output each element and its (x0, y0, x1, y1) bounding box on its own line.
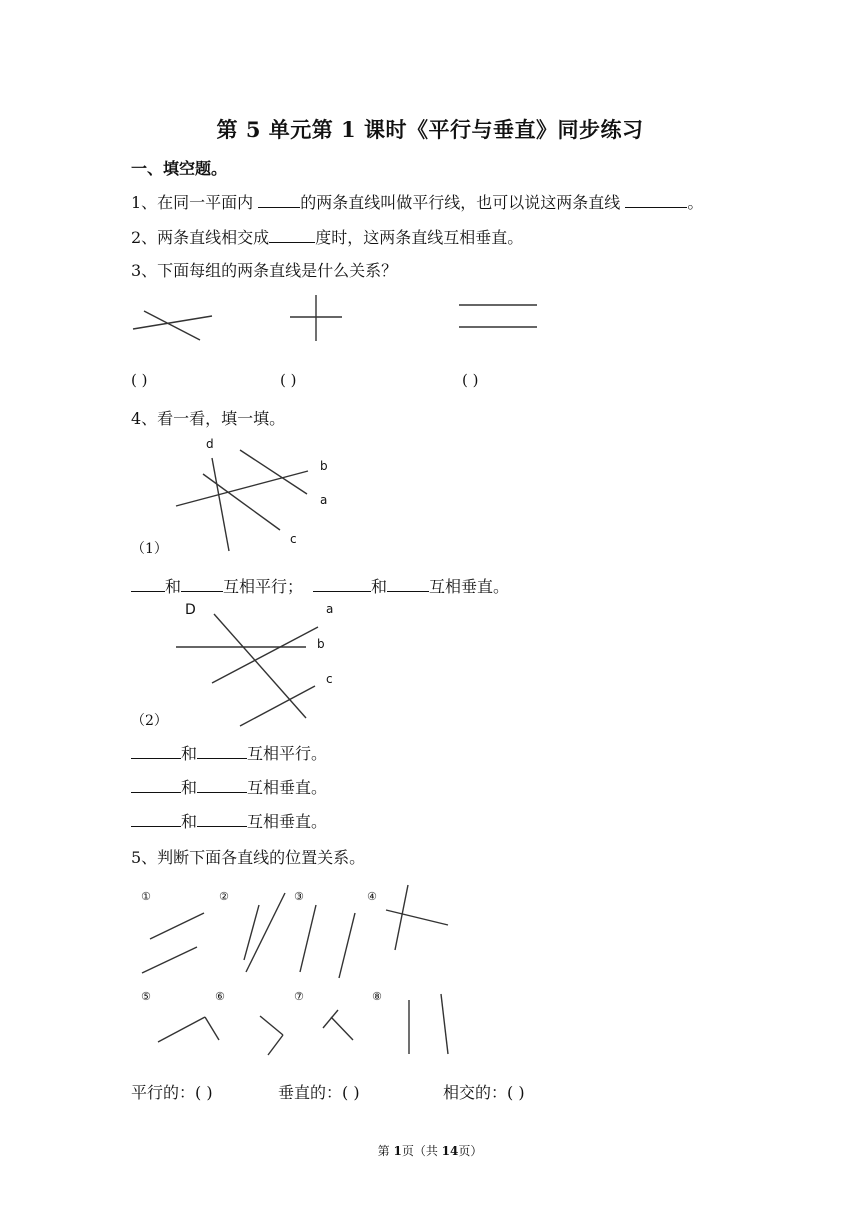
q5-figure-4 (386, 885, 448, 950)
line-label-d: d (206, 437, 214, 451)
q5-figure-6 (260, 1016, 283, 1055)
q2-text-a: 2、两条直线相交成 (131, 228, 270, 247)
q3-figure-intersecting (133, 311, 212, 340)
q5-figure-3 (300, 905, 355, 978)
line-label-D: D (185, 602, 196, 618)
q3-figure-parallel (459, 305, 537, 327)
footer-prefix: 第 (377, 1144, 394, 1158)
q4-figure-1 (176, 450, 308, 551)
q3-answer-3[interactable]: ( ) (462, 371, 479, 389)
relation-text: 互相垂直。 (247, 812, 328, 831)
q4-part1-answer (131, 574, 509, 597)
q4-1-line-a (240, 450, 307, 494)
marker-6: ⑥ (215, 990, 225, 1003)
q5-perpendicular-answer[interactable]: 垂直的：( ) (278, 1083, 360, 1102)
q5-figure-1 (142, 913, 204, 973)
line-label-a2: a (326, 602, 334, 616)
marker-5: ⑤ (141, 990, 151, 1003)
line-label-c2: c (326, 672, 333, 686)
q5-figure-2 (244, 893, 285, 972)
and-text: 和 (181, 812, 198, 831)
and-text: 和 (371, 577, 388, 596)
q4-2-blank[interactable] (197, 744, 247, 759)
relation-text: 互相平行。 (247, 744, 328, 763)
parallel-text: 互相平行； (223, 577, 304, 596)
q3-fig1-line1 (133, 316, 212, 329)
q5-parallel-answer[interactable]: 平行的：( ) (131, 1083, 213, 1102)
q1-text-b: 的两条直线叫做平行线，也可以说这两条直线 (300, 193, 626, 212)
q4-part2-label: （2） (131, 713, 168, 729)
line-label-b: b (320, 459, 328, 473)
q4-2-blank[interactable] (197, 778, 247, 793)
marker-4: ④ (367, 890, 377, 903)
q4-1-line-d (212, 458, 229, 551)
line-label-c: c (290, 532, 297, 546)
q4-2-blank[interactable] (197, 812, 247, 827)
q4-part2-row-2 (131, 775, 327, 798)
q4-1-line-c (203, 474, 280, 530)
q4-part2-row-3 (131, 809, 327, 832)
q1-text-a: 1、在同一平面内 (131, 193, 259, 212)
and-text: 和 (181, 744, 198, 763)
q2-text-b: 度时，这两条直线互相垂直。 (315, 228, 524, 247)
q4-1-line-b (176, 471, 308, 506)
q4-2-blank[interactable] (131, 812, 181, 827)
q5-figure-5 (158, 1017, 219, 1042)
q5-figure-8 (409, 994, 448, 1054)
q3-answer-1[interactable]: ( ) (131, 371, 148, 389)
q4-1-blank-2[interactable] (181, 577, 223, 592)
and-text: 和 (181, 778, 198, 797)
q4-1-blank-4[interactable] (387, 577, 429, 592)
marker-7: ⑦ (294, 990, 304, 1003)
marker-3: ③ (294, 890, 304, 903)
question-4: 4、看一看，填一填。 (131, 409, 286, 428)
footer-mid: 页（共 (401, 1144, 442, 1158)
q5-figure-7 (323, 1010, 353, 1040)
and-text: 和 (165, 577, 182, 596)
total-page-count: 14 (441, 1144, 459, 1158)
q4-2-line-c (240, 686, 315, 726)
footer-suffix: 页） (458, 1144, 483, 1158)
marker-8: ⑧ (372, 990, 382, 1003)
marker-1: ① (141, 890, 151, 903)
q4-2-blank[interactable] (131, 778, 181, 793)
q4-2-blank[interactable] (131, 744, 181, 759)
q4-2-line-a (212, 627, 318, 683)
q4-part1-label: （1） (131, 541, 168, 557)
current-page-number: 1 (393, 1144, 402, 1158)
q4-figure-2 (176, 614, 318, 726)
q4-part2-row-1 (131, 741, 327, 764)
q5-intersect-answer[interactable]: 相交的：( ) (443, 1083, 525, 1102)
question-3: 3、下面每组的两条直线是什么关系？ (131, 261, 398, 280)
page-footer (0, 1142, 860, 1159)
section-heading-fill-blanks: 一、填空题。 (131, 159, 228, 178)
q4-1-blank-1[interactable] (131, 577, 165, 592)
q4-2-line-D (214, 614, 306, 718)
q3-figure-perpendicular (290, 295, 342, 341)
q1-text-c: 。 (687, 193, 704, 212)
question-5: 5、判断下面各直线的位置关系。 (131, 848, 366, 867)
line-label-a: a (320, 493, 328, 507)
page-title: 第 5 单元第 1 课时《平行与垂直》同步练习 (216, 117, 644, 142)
perpendicular-text: 互相垂直。 (429, 577, 510, 596)
line-label-b2: b (317, 637, 325, 651)
marker-2: ② (219, 890, 229, 903)
q3-answer-2[interactable]: ( ) (280, 371, 297, 389)
relation-text: 互相垂直。 (247, 778, 328, 797)
q4-1-blank-3[interactable] (313, 577, 371, 592)
